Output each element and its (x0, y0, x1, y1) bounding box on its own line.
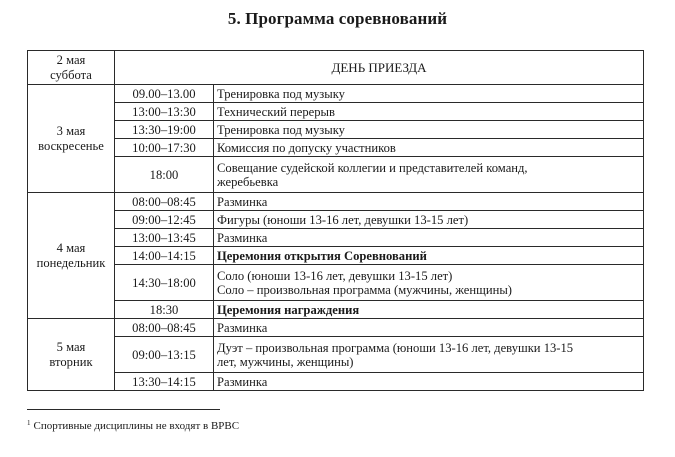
time-cell: 13:30–19:00 (115, 121, 214, 139)
footnote-marker: 1 (27, 419, 31, 427)
table-row (28, 139, 644, 157)
time-cell: 09.00–13.00 (115, 85, 214, 103)
table-row (28, 301, 644, 319)
day-date: 4 мая (56, 240, 86, 255)
activity-line: Дуэт – произвольная программа (юноши 13-16 лет, девушки 13-15 (217, 340, 574, 355)
activity-cell-ceremony: Церемония награждения (214, 301, 644, 319)
table-row (28, 103, 644, 121)
arrival-day-label: ДЕНЬ ПРИЕЗДА (115, 51, 644, 85)
time-cell: 13:30–14:15 (115, 373, 214, 391)
table-row (28, 337, 644, 373)
activity-cell: Комиссия по допуску участников (214, 139, 644, 157)
table-row (28, 247, 644, 265)
table-row (28, 229, 644, 247)
day-cell-arrival (28, 51, 115, 85)
activity-line: Соло (юноши 13-16 лет, девушки 13-15 лет) (217, 268, 453, 283)
day-cell (28, 193, 115, 319)
table-row (28, 193, 644, 211)
time-cell: 09:00–13:15 (115, 337, 214, 373)
footnote-separator (27, 409, 220, 410)
day-date: 3 мая (56, 123, 86, 138)
activity-cell: Технический перерыв (214, 103, 644, 121)
table-row (28, 157, 644, 193)
day-date: 5 мая (56, 339, 86, 354)
activity-cell (214, 157, 644, 193)
table-row (28, 265, 644, 301)
time-cell: 14:00–14:15 (115, 247, 214, 265)
day-cell (28, 85, 115, 193)
header-row (28, 51, 644, 85)
footnote (27, 419, 239, 432)
table-row (28, 85, 644, 103)
activity-cell: Тренировка под музыку (214, 85, 644, 103)
table-row (28, 121, 644, 139)
time-cell: 14:30–18:00 (115, 265, 214, 301)
day-weekday: понедельник (36, 255, 106, 270)
time-cell: 10:00–17:30 (115, 139, 214, 157)
time-cell: 08:00–08:45 (115, 193, 214, 211)
competition-schedule-table (27, 50, 644, 391)
activity-cell: Разминка (214, 229, 644, 247)
activity-line: Совещание судейской коллегии и представителей команд, (217, 160, 528, 175)
time-cell: 09:00–12:45 (115, 211, 214, 229)
day-cell (28, 319, 115, 391)
footnote-text: Спортивные дисциплины не входят в ВРВС (33, 420, 240, 432)
day-weekday: вторник (49, 354, 93, 369)
time-cell: 18:00 (115, 157, 214, 193)
activity-cell: Разминка (214, 193, 644, 211)
activity-line: лет, мужчины, женщины) (217, 354, 354, 369)
day-date: 2 мая (56, 52, 86, 67)
activity-line: Соло – произвольная программа (мужчины, женщины) (217, 282, 512, 297)
activity-line: жеребьевка (217, 174, 279, 189)
time-cell: 13:00–13:30 (115, 103, 214, 121)
time-cell: 13:00–13:45 (115, 229, 214, 247)
table-row (28, 319, 644, 337)
activity-cell: Разминка (214, 319, 644, 337)
table-row (28, 211, 644, 229)
page-title: 5. Программа соревнований (227, 9, 448, 28)
time-cell: 18:30 (115, 301, 214, 319)
table-row (28, 373, 644, 391)
day-weekday: воскресенье (38, 138, 104, 153)
activity-cell: Фигуры (юноши 13-16 лет, девушки 13-15 лет) (214, 211, 644, 229)
activity-cell (214, 337, 644, 373)
activity-cell (214, 265, 644, 301)
activity-cell: Разминка (214, 373, 644, 391)
time-cell: 08:00–08:45 (115, 319, 214, 337)
day-weekday: суббота (50, 67, 92, 82)
activity-cell: Тренировка под музыку (214, 121, 644, 139)
activity-cell-ceremony: Церемония открытия Соревнований (214, 247, 644, 265)
